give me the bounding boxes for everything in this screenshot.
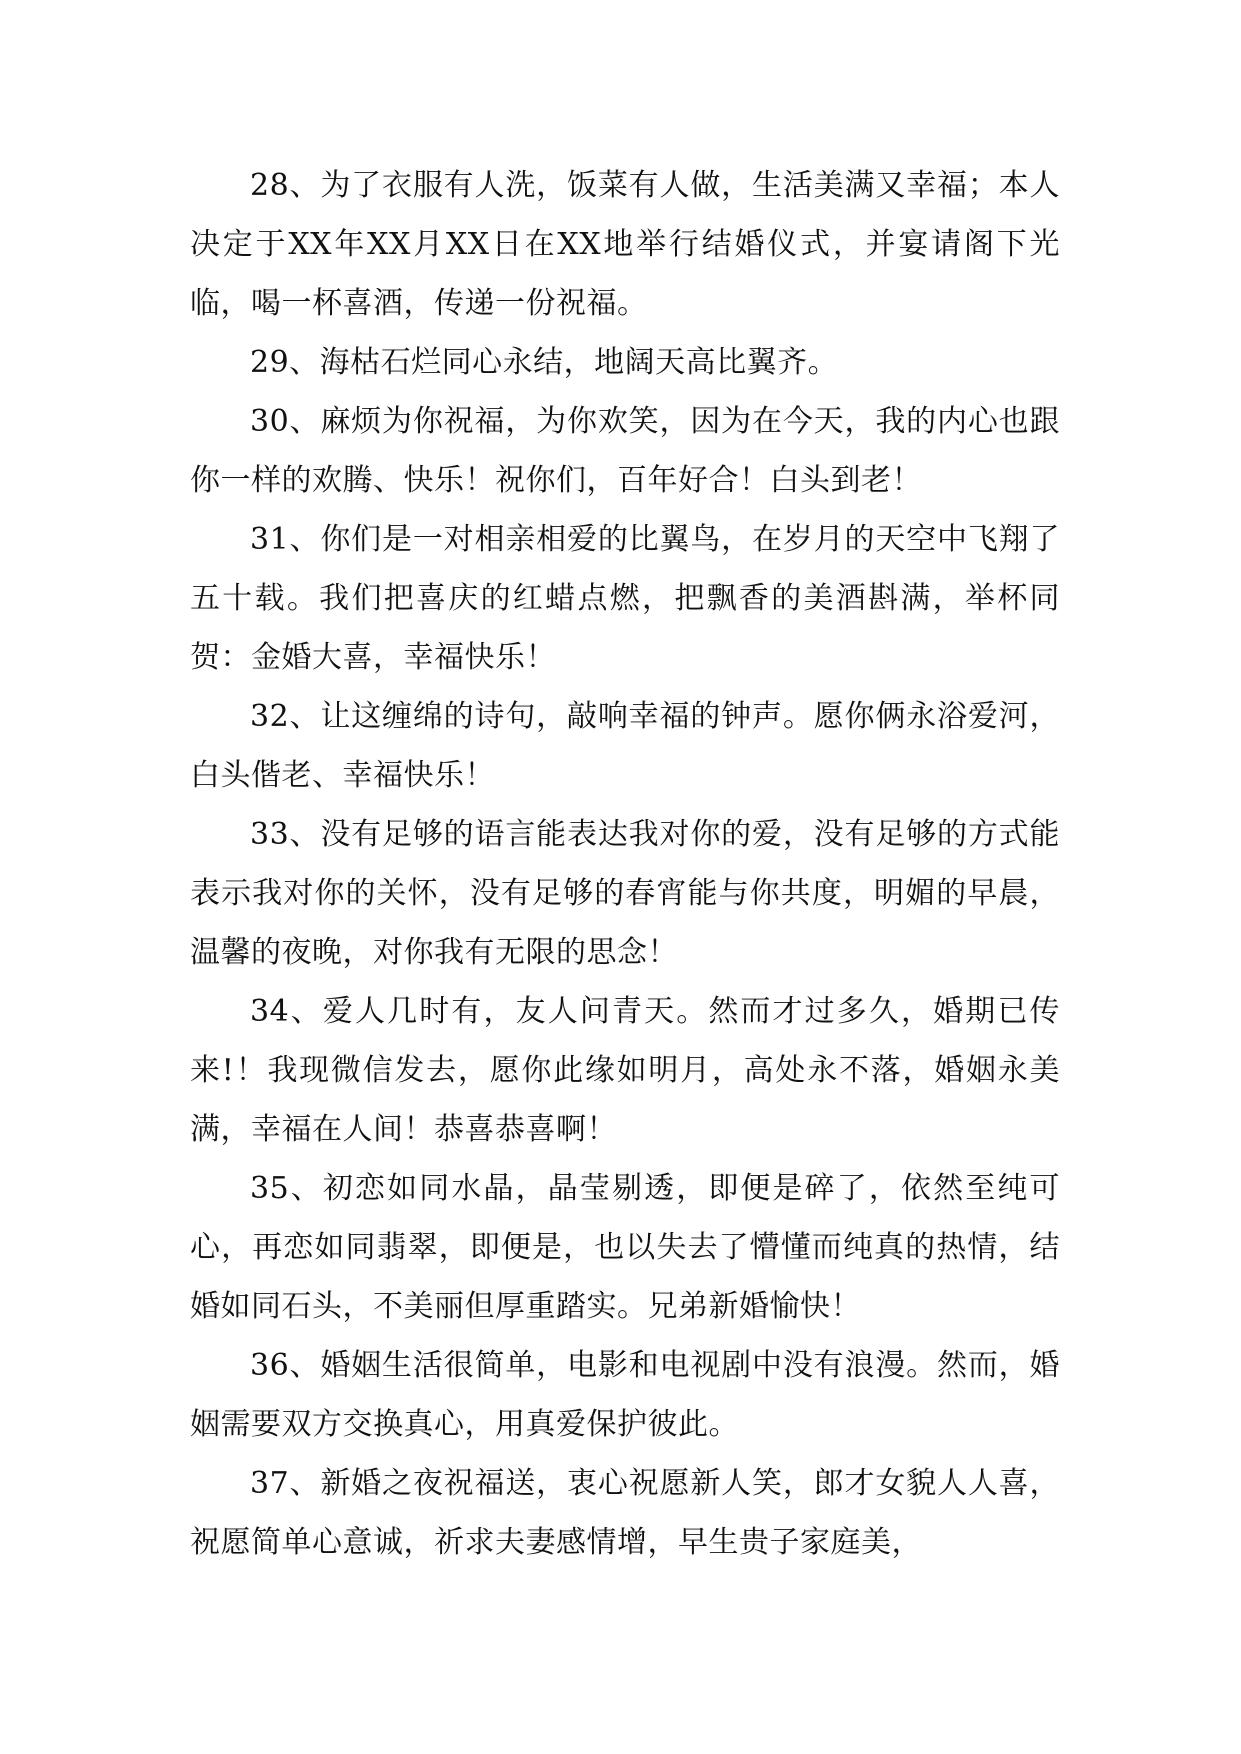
paragraph-30: 30、麻烦为你祝福，为你欢笑，因为在今天，我的内心也跟你一样的欢腾、快乐！祝你们，百年好合！白头到老！ <box>190 404 1060 498</box>
paragraph-34: 34、爱人几时有，友人问青天。然而才过多久，婚期已传来!！我现微信发去，愿你此缘如明月，高处永不落，婚姻永美满，幸福在人间！恭喜恭喜啊！ <box>190 994 1060 1147</box>
document-body <box>190 156 1060 1572</box>
paragraph-33: 33、没有足够的语言能表达我对你的爱，没有足够的方式能表示我对你的关怀，没有足够的春宵能与你共度，明媚的早晨，温馨的夜晚，对你我有无限的思念！ <box>190 817 1060 970</box>
paragraph-36: 36、婚姻生活很简单，电影和电视剧中没有浪漫。然而，婚姻需要双方交换真心，用真爱保护彼此。 <box>190 1348 1060 1442</box>
paragraph-37: 37、新婚之夜祝福送，衷心祝愿新人笑，郎才女貌人人喜，祝愿简单心意诚，祈求夫妻感情增，早生贵子家庭美， <box>190 1466 1060 1560</box>
paragraph-28: 28、为了衣服有人洗，饭菜有人做，生活美满又幸福；本人决定于XX年XX月XX日在XX地举行结婚仪式，并宴请阁下光临，喝一杯喜酒，传递一份祝福。 <box>190 168 1060 321</box>
paragraph-32: 32、让这缠绵的诗句，敲响幸福的钟声。愿你俩永浴爱河，白头偕老、幸福快乐！ <box>190 699 1060 793</box>
paragraph-31: 31、你们是一对相亲相爱的比翼鸟，在岁月的天空中飞翔了五十载。我们把喜庆的红蜡点燃，把飘香的美酒斟满，举杯同贺：金婚大喜，幸福快乐！ <box>190 522 1060 675</box>
paragraph-35: 35、初恋如同水晶，晶莹剔透，即便是碎了，依然至纯可心，再恋如同翡翠，即便是，也以失去了懵懂而纯真的热情，结婚如同石头，不美丽但厚重踏实。兄弟新婚愉快！ <box>190 1171 1060 1324</box>
paragraph-29: 29、海枯石烂同心永结，地阔天高比翼齐。 <box>250 345 839 380</box>
